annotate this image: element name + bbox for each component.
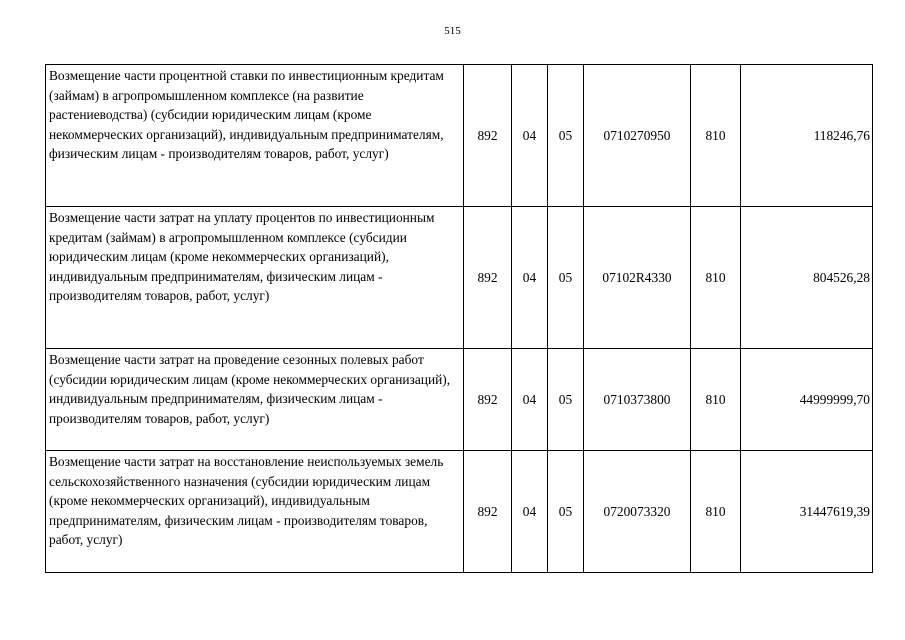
amount: 118246,76 xyxy=(741,65,873,207)
target-article-code: 07102R4330 xyxy=(584,207,691,349)
target-article-code: 0720073320 xyxy=(584,451,691,573)
target-article-code: 0710270950 xyxy=(584,65,691,207)
expense-type-code: 810 xyxy=(691,349,741,451)
table-row xyxy=(46,349,873,451)
expense-type-code: 810 xyxy=(691,451,741,573)
row-description: Возмещение части затрат на восстановление неиспользуемых земель сельскохозяйственного назначения (субсидии юридическим лицам (кроме некоммерческих организаций), индивидуальным предпринимателям, физическим лицам - производителям товаров, работ, услуг) xyxy=(46,451,464,573)
subsection-code: 05 xyxy=(548,349,584,451)
budget-table xyxy=(45,64,873,573)
section-code: 04 xyxy=(512,65,548,207)
amount: 31447619,39 xyxy=(741,451,873,573)
subsection-code: 05 xyxy=(548,65,584,207)
subsection-code: 05 xyxy=(548,451,584,573)
section-code: 04 xyxy=(512,451,548,573)
ministry-code: 892 xyxy=(464,349,512,451)
section-code: 04 xyxy=(512,207,548,349)
table-row xyxy=(46,207,873,349)
target-article-code: 0710373800 xyxy=(584,349,691,451)
row-description: Возмещение части затрат на уплату процентов по инвестиционным кредитам (займам) в агропромышленном комплексе (субсидии юридическим лицам (кроме некоммерческих организаций), индивидуальным предпринимателям, физическим лицам - производителям товаров, работ, услуг) xyxy=(46,207,464,349)
table-row xyxy=(46,451,873,573)
expense-type-code: 810 xyxy=(691,65,741,207)
row-description: Возмещение части затрат на проведение сезонных полевых работ (субсидии юридическим лицам (кроме некоммерческих организаций), индивидуальным предпринимателям, физическим лицам - производителям товаров, работ, услуг) xyxy=(46,349,464,451)
section-code: 04 xyxy=(512,349,548,451)
ministry-code: 892 xyxy=(464,451,512,573)
table-row xyxy=(46,65,873,207)
row-description: Возмещение части процентной ставки по инвестиционным кредитам (займам) в агропромышленном комплексе (на развитие растениеводства) (субсидии юридическим лицам (кроме некоммерческих организаций), индивидуальным предпринимателям, физическим лицам - производителям товаров, работ, услуг) xyxy=(46,65,464,207)
ministry-code: 892 xyxy=(464,207,512,349)
page-number: 515 xyxy=(444,25,461,37)
amount: 44999999,70 xyxy=(741,349,873,451)
ministry-code: 892 xyxy=(464,65,512,207)
expense-type-code: 810 xyxy=(691,207,741,349)
amount: 804526,28 xyxy=(741,207,873,349)
subsection-code: 05 xyxy=(548,207,584,349)
